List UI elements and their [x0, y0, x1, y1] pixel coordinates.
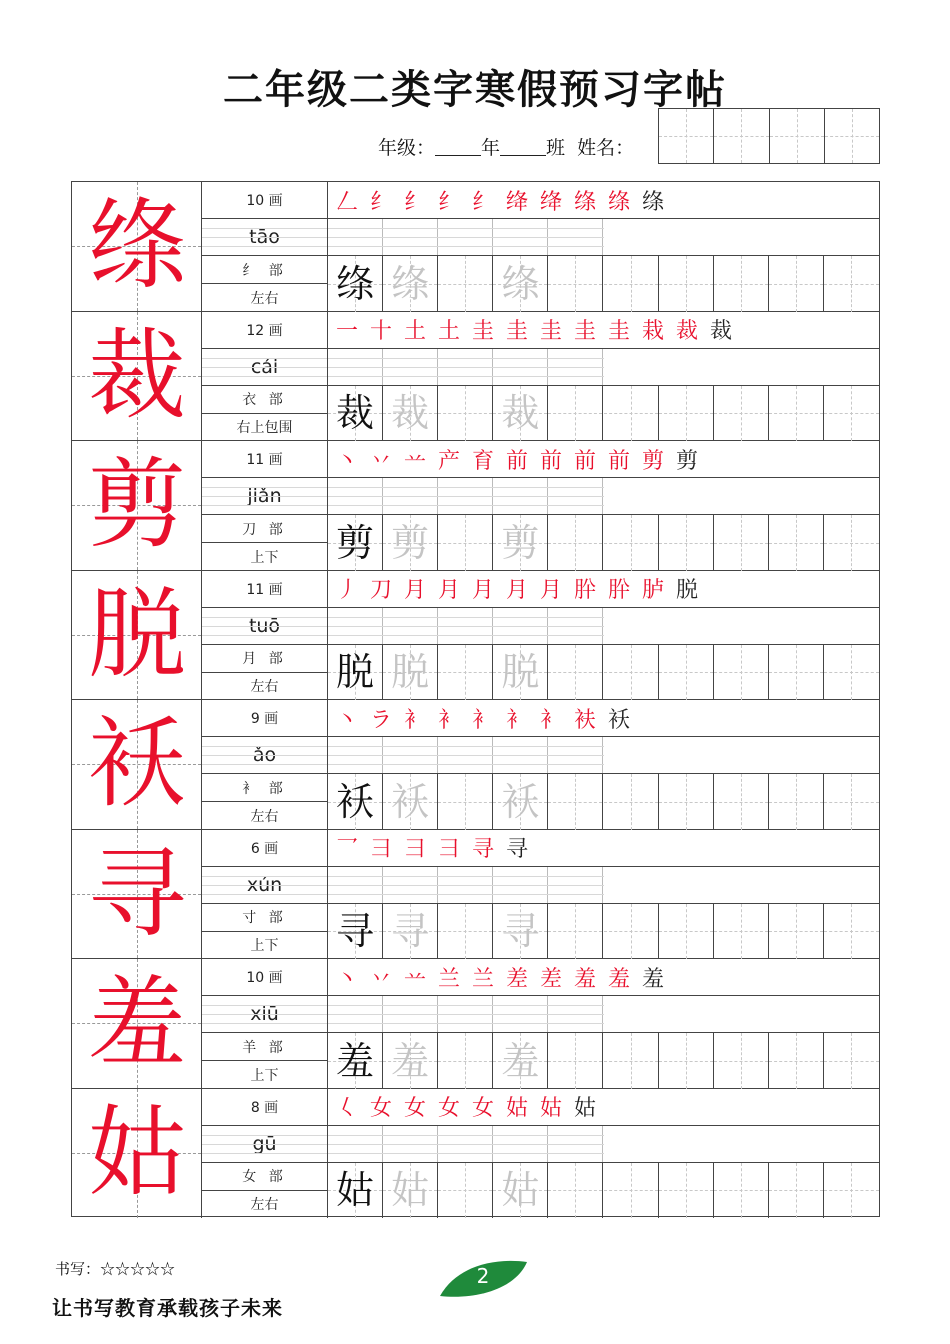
character-row — [72, 312, 879, 442]
practice-sheet — [71, 181, 880, 1217]
writing-cell[interactable] — [548, 256, 603, 312]
model-character: 寻 — [87, 836, 186, 951]
stroke-step: 丷 — [369, 966, 392, 992]
stroke-step: 圭 — [607, 319, 630, 344]
model-character-cell — [72, 182, 202, 311]
stroke-step: 𡿨 — [335, 1096, 358, 1121]
writing-cell[interactable] — [438, 386, 493, 442]
sample-character: 脱 — [336, 650, 375, 695]
stroke-step: 兰 — [437, 966, 460, 992]
writing-cell[interactable] — [548, 515, 603, 571]
stroke-step: 彐 — [403, 837, 426, 862]
name-box[interactable] — [714, 109, 769, 163]
pinyin-writing-lines[interactable] — [328, 737, 879, 774]
stroke-step: 姑 — [573, 1096, 596, 1121]
stroke-step: 衤 — [539, 707, 562, 733]
radical: 羊 部 — [202, 1033, 327, 1061]
writing-cell[interactable] — [383, 904, 438, 960]
model-character-cell — [72, 1089, 202, 1219]
writing-cell[interactable] — [493, 1033, 548, 1089]
stroke-step: 衤 — [505, 707, 528, 733]
writing-cell[interactable] — [438, 1163, 493, 1219]
structure: 左右 — [250, 808, 279, 825]
trace-character: 袄 — [391, 779, 430, 824]
writing-cell[interactable] — [493, 386, 548, 442]
pinyin-writing-lines[interactable] — [328, 219, 879, 256]
stroke-step: 纟 — [437, 189, 460, 215]
stroke-step: 袄 — [607, 707, 630, 733]
stroke-step: 前 — [573, 448, 596, 474]
stroke-count: 11 画 — [202, 571, 327, 608]
stroke-step: 纟 — [471, 189, 494, 215]
stroke-step: 䒑 — [403, 448, 426, 474]
writing-cell[interactable] — [383, 645, 438, 701]
stroke-step: 月 — [403, 578, 426, 603]
stroke-step: 土 — [437, 319, 460, 344]
radical: 刀 部 — [202, 515, 327, 543]
stroke-step: 丿 — [335, 578, 358, 603]
character-info — [202, 830, 328, 959]
trace-character: 剪 — [391, 520, 430, 565]
writing-cell[interactable] — [548, 774, 603, 830]
writing-cell[interactable] — [604, 774, 659, 830]
sample-character: 姑 — [336, 1168, 375, 1213]
writing-cell[interactable] — [383, 386, 438, 442]
writing-cell[interactable] — [659, 515, 714, 571]
pinyin-writing-lines[interactable] — [328, 608, 879, 645]
pinyin: ǎo — [202, 737, 327, 774]
stroke-step: 圭 — [573, 319, 596, 344]
trace-character: 绦 — [391, 261, 430, 306]
stroke-step: 彐 — [369, 837, 392, 862]
writing-cell[interactable] — [659, 256, 714, 312]
writing-cell[interactable] — [604, 515, 659, 571]
character-info — [202, 959, 328, 1088]
structure: 上下 — [250, 938, 279, 955]
writing-cell[interactable] — [548, 1163, 603, 1219]
stroke-step: 裁 — [675, 319, 698, 344]
trace-character: 寻 — [501, 909, 540, 954]
writing-grid — [328, 774, 879, 830]
writing-cell[interactable] — [328, 256, 383, 312]
radical: 女 部 — [202, 1163, 327, 1191]
model-character: 袄 — [87, 707, 186, 822]
writing-grid — [328, 515, 879, 571]
writing-grid — [328, 1163, 879, 1219]
stroke-step: 衤 — [437, 707, 460, 733]
stroke-step: 姑 — [505, 1096, 528, 1121]
trace-character: 姑 — [391, 1168, 430, 1213]
stroke-step: 绛 — [505, 189, 528, 215]
stroke-step: 绦 — [573, 189, 596, 215]
stroke-step: 十 — [369, 319, 392, 344]
writing-cell[interactable] — [604, 1163, 659, 1219]
writing-cell[interactable] — [328, 1033, 383, 1089]
structure: 右上包围 — [236, 420, 293, 437]
pinyin: xún — [202, 867, 327, 904]
writing-cell[interactable] — [328, 386, 383, 442]
writing-cell[interactable] — [824, 1163, 879, 1219]
stroke-step: 前 — [607, 448, 630, 474]
writing-cell[interactable] — [383, 515, 438, 571]
writing-cell[interactable] — [824, 774, 879, 830]
writing-cell[interactable] — [493, 645, 548, 701]
stroke-step: 刀 — [369, 578, 392, 603]
stroke-step: 丶 — [335, 707, 358, 733]
stroke-step: 丶 — [335, 448, 358, 474]
page-title: 二年级二类字寒假预习字帖 — [223, 66, 727, 113]
character-row — [72, 441, 879, 571]
character-info — [202, 312, 328, 441]
character-row — [72, 571, 879, 701]
model-character-cell — [72, 441, 202, 570]
writing-cell[interactable] — [769, 515, 824, 571]
character-info — [202, 182, 328, 311]
writing-cell[interactable] — [824, 1033, 879, 1089]
model-character: 姑 — [87, 1096, 186, 1211]
writing-cell[interactable] — [659, 386, 714, 442]
stroke-step: 前 — [505, 448, 528, 474]
structure: 左右 — [250, 290, 279, 307]
writing-cell[interactable] — [383, 774, 438, 830]
stroke-step: 女 — [369, 1096, 392, 1121]
stroke-step: 育 — [471, 448, 494, 474]
stroke-count: 9 画 — [202, 700, 327, 737]
trace-character: 羞 — [501, 1038, 540, 1083]
character-info — [202, 571, 328, 700]
grade-label: 年级： — [378, 137, 436, 159]
writing-cell[interactable] — [714, 774, 769, 830]
stroke-step: 月 — [539, 578, 562, 603]
writing-cell[interactable] — [659, 904, 714, 960]
stroke-step: 圭 — [539, 319, 562, 344]
writing-cell[interactable] — [659, 1033, 714, 1089]
pinyin: tuō — [202, 608, 327, 645]
character-row — [72, 830, 879, 960]
page-number: 2 — [476, 1264, 490, 1288]
writing-grid — [328, 386, 879, 442]
writing-cell[interactable] — [383, 256, 438, 312]
name-box[interactable] — [825, 109, 879, 163]
stroke-order — [328, 182, 879, 219]
pinyin: gū — [202, 1126, 327, 1163]
writing-cell[interactable] — [493, 256, 548, 312]
stroke-step: 䒑 — [403, 966, 426, 992]
stroke-step: 剪 — [641, 448, 664, 474]
stroke-step: 丶 — [335, 966, 358, 992]
writing-cell[interactable] — [824, 645, 879, 701]
trace-character: 裁 — [501, 391, 540, 436]
stroke-step: 衤 — [471, 707, 494, 733]
stroke-count: 10 画 — [202, 182, 327, 219]
writing-cell[interactable] — [493, 904, 548, 960]
writing-cell[interactable] — [714, 1033, 769, 1089]
model-character-cell — [72, 700, 202, 829]
pinyin: tāo — [202, 219, 327, 256]
writing-cell[interactable] — [604, 386, 659, 442]
writing-cell[interactable] — [548, 1033, 603, 1089]
radical: 纟 部 — [202, 256, 327, 284]
writing-cell[interactable] — [438, 645, 493, 701]
stroke-step: ラ — [369, 707, 392, 733]
sample-character: 寻 — [336, 909, 375, 954]
pinyin-writing-lines[interactable] — [328, 349, 879, 386]
writing-cell[interactable] — [714, 1163, 769, 1219]
structure: 左右 — [250, 679, 279, 696]
writing-cell[interactable] — [328, 515, 383, 571]
stroke-step: 肸 — [573, 578, 596, 603]
name-label: 姓名： — [577, 137, 635, 159]
character-info — [202, 441, 328, 570]
stroke-step: 裁 — [709, 319, 732, 344]
stroke-step: 月 — [505, 578, 528, 603]
radical: 衣 部 — [202, 386, 327, 414]
trace-character: 寻 — [391, 909, 430, 954]
stroke-step: 土 — [403, 319, 426, 344]
sample-character: 羞 — [336, 1038, 375, 1083]
stroke-step: 女 — [471, 1096, 494, 1121]
stroke-step: 衤 — [403, 707, 426, 733]
model-character-cell — [72, 959, 202, 1088]
sample-character: 剪 — [336, 520, 375, 565]
stroke-count: 10 画 — [202, 959, 327, 996]
name-box[interactable] — [770, 109, 825, 163]
writing-cell[interactable] — [714, 515, 769, 571]
structure: 上下 — [250, 549, 279, 566]
trace-character: 脱 — [391, 650, 430, 695]
radical: 衤 部 — [202, 774, 327, 802]
stroke-step: 绦 — [641, 189, 664, 215]
writing-cell[interactable] — [714, 256, 769, 312]
stroke-order — [328, 1089, 879, 1126]
stroke-step: 女 — [403, 1096, 426, 1121]
stroke-step: 羞 — [573, 966, 596, 992]
character-row — [72, 959, 879, 1089]
stroke-step: 女 — [437, 1096, 460, 1121]
writing-cell[interactable] — [493, 1163, 548, 1219]
stroke-count: 11 画 — [202, 441, 327, 478]
writing-cell[interactable] — [493, 515, 548, 571]
stroke-step: 羞 — [607, 966, 630, 992]
writing-cell[interactable] — [328, 645, 383, 701]
stroke-count: 8 画 — [202, 1089, 327, 1126]
character-info — [202, 1089, 328, 1219]
writing-cell[interactable] — [438, 774, 493, 830]
writing-cell[interactable] — [328, 1163, 383, 1219]
stroke-step: 羞 — [641, 966, 664, 992]
year-suffix: 年 — [481, 137, 501, 159]
stroke-step: ⺕ — [437, 837, 460, 862]
pinyin-writing-lines[interactable] — [328, 867, 879, 904]
sample-character: 绦 — [336, 261, 375, 306]
writing-grid — [328, 904, 879, 960]
stroke-step: 胪 — [641, 578, 664, 603]
stroke-step: 寻 — [505, 837, 528, 862]
model-character: 剪 — [87, 448, 186, 563]
pinyin: xiū — [202, 996, 327, 1033]
writing-cell[interactable] — [714, 645, 769, 701]
writing-cell[interactable] — [604, 645, 659, 701]
stroke-step: 纟 — [403, 189, 426, 215]
writing-cell[interactable] — [769, 386, 824, 442]
stroke-step: 差 — [505, 966, 528, 992]
writing-cell[interactable] — [604, 904, 659, 960]
writing-cell[interactable] — [438, 256, 493, 312]
stroke-step: 衭 — [573, 707, 596, 733]
model-character-cell — [72, 830, 202, 959]
sample-character: 裁 — [336, 391, 375, 436]
writing-cell[interactable] — [824, 904, 879, 960]
stroke-step: 丷 — [369, 448, 392, 474]
writing-cell[interactable] — [769, 645, 824, 701]
writing-cell[interactable] — [604, 256, 659, 312]
stroke-step: 姑 — [539, 1096, 562, 1121]
sample-character: 袄 — [336, 779, 375, 824]
stroke-step: 肸 — [607, 578, 630, 603]
writing-cell[interactable] — [548, 645, 603, 701]
writing-cell[interactable] — [328, 774, 383, 830]
writing-cell[interactable] — [769, 774, 824, 830]
pinyin-writing-lines[interactable] — [328, 478, 879, 515]
radical: 寸 部 — [202, 904, 327, 932]
character-row — [72, 700, 879, 830]
writing-cell[interactable] — [769, 256, 824, 312]
stroke-step: 兰 — [471, 966, 494, 992]
stroke-step: 栽 — [641, 319, 664, 344]
stroke-step: 剪 — [675, 448, 698, 474]
stroke-step: 一 — [335, 319, 358, 344]
radical: 月 部 — [202, 645, 327, 673]
writing-cell[interactable] — [438, 1033, 493, 1089]
stroke-step: 月 — [437, 578, 460, 603]
stroke-step: 𠃋 — [335, 189, 358, 215]
writing-cell[interactable] — [659, 1163, 714, 1219]
trace-character: 姑 — [501, 1168, 540, 1213]
writing-cell[interactable] — [824, 515, 879, 571]
writing-cell[interactable] — [769, 1033, 824, 1089]
writing-cell[interactable] — [659, 645, 714, 701]
trace-character: 羞 — [391, 1038, 430, 1083]
stroke-order — [328, 571, 879, 608]
class-suffix: 班 — [546, 137, 566, 159]
pinyin: jiǎn — [202, 478, 327, 515]
stroke-step: 月 — [471, 578, 494, 603]
stroke-order — [328, 830, 879, 867]
character-row — [72, 1089, 879, 1219]
model-character: 脱 — [87, 577, 186, 692]
name-box[interactable] — [659, 109, 714, 163]
writing-cell[interactable] — [383, 1033, 438, 1089]
character-row — [72, 182, 879, 312]
writing-cell[interactable] — [328, 904, 383, 960]
writing-cell[interactable] — [769, 1163, 824, 1219]
student-info — [378, 133, 634, 160]
writing-cell[interactable] — [824, 386, 879, 442]
stroke-step: 乛 — [335, 837, 358, 862]
stroke-step: 前 — [539, 448, 562, 474]
stroke-order — [328, 959, 879, 996]
trace-character: 袄 — [501, 779, 540, 824]
model-character-cell — [72, 312, 202, 441]
stroke-step: 差 — [539, 966, 562, 992]
grade-blank[interactable] — [435, 138, 481, 156]
writing-cell[interactable] — [493, 774, 548, 830]
writing-rating: 书写：☆☆☆☆☆ — [55, 1260, 176, 1278]
writing-cell[interactable] — [824, 256, 879, 312]
model-character: 羞 — [87, 966, 186, 1081]
writing-cell[interactable] — [604, 1033, 659, 1089]
trace-character: 裁 — [391, 391, 430, 436]
writing-grid — [328, 645, 879, 701]
trace-character: 剪 — [501, 520, 540, 565]
structure: 上下 — [250, 1067, 279, 1084]
stroke-step: 产 — [437, 448, 460, 474]
character-info — [202, 700, 328, 829]
stroke-step: 寻 — [471, 837, 494, 862]
stroke-count: 12 画 — [202, 312, 327, 349]
writing-cell[interactable] — [438, 515, 493, 571]
pinyin: cái — [202, 349, 327, 386]
trace-character: 绦 — [501, 261, 540, 306]
writing-cell[interactable] — [548, 386, 603, 442]
model-character: 裁 — [87, 318, 186, 433]
stroke-step: 圭 — [505, 319, 528, 344]
structure: 左右 — [250, 1197, 279, 1214]
stroke-count: 6 画 — [202, 830, 327, 867]
stroke-order — [328, 441, 879, 478]
slogan: 让书写教育承载孩子未来 — [52, 1296, 283, 1320]
writing-grid — [328, 256, 879, 312]
writing-grid — [328, 1033, 879, 1089]
writing-cell[interactable] — [383, 1163, 438, 1219]
stroke-step: 脱 — [675, 578, 698, 603]
stroke-order — [328, 700, 879, 737]
pinyin-writing-lines[interactable] — [328, 996, 879, 1033]
writing-cell[interactable] — [438, 904, 493, 960]
name-writing-boxes[interactable] — [658, 108, 880, 164]
stroke-step: 绛 — [539, 189, 562, 215]
writing-cell[interactable] — [714, 386, 769, 442]
stroke-step: 圭 — [471, 319, 494, 344]
writing-cell[interactable] — [769, 904, 824, 960]
writing-cell[interactable] — [714, 904, 769, 960]
pinyin-writing-lines[interactable] — [328, 1126, 879, 1163]
trace-character: 脱 — [501, 650, 540, 695]
class-blank[interactable] — [500, 138, 546, 156]
stroke-step: 纟 — [369, 189, 392, 215]
writing-cell[interactable] — [659, 774, 714, 830]
model-character: 绦 — [87, 189, 186, 304]
stroke-order — [328, 312, 879, 349]
writing-cell[interactable] — [548, 904, 603, 960]
model-character-cell — [72, 571, 202, 700]
stroke-step: 绦 — [607, 189, 630, 215]
